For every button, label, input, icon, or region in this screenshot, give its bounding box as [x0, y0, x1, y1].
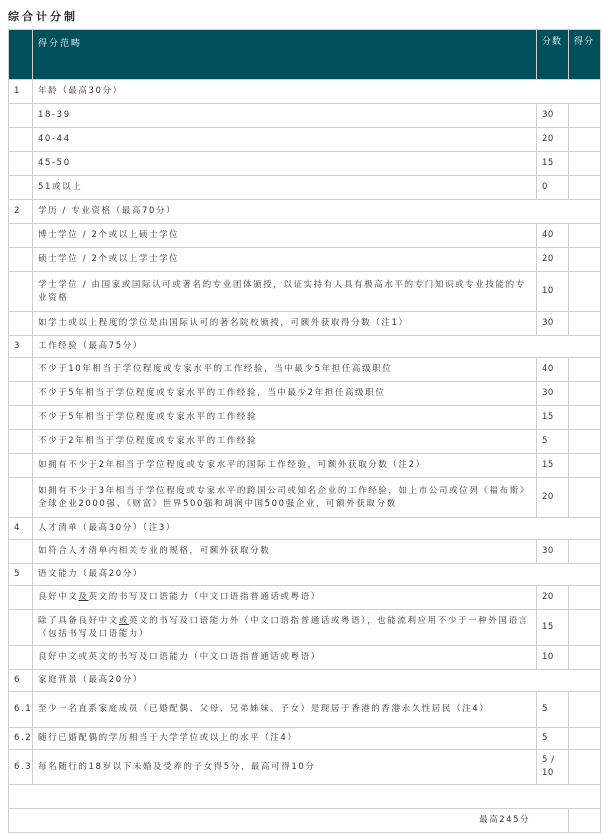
points-value: 15: [537, 406, 569, 430]
criterion-label: 至少一名直系家庭成员（已婚配偶、父母、兄弟姊妹、子女）是现居于香港的香港永久性居民（注4）: [33, 692, 537, 728]
section-number: 6: [9, 670, 33, 692]
points-value: 0: [537, 176, 569, 200]
note-ref: （注4）: [260, 733, 298, 743]
scoring-table: [8, 29, 601, 833]
points-value: 40: [537, 358, 569, 382]
header-range: 得分范畴: [33, 30, 537, 80]
score-cell[interactable]: [569, 312, 601, 336]
score-cell[interactable]: [569, 358, 601, 382]
score-cell[interactable]: [569, 540, 601, 564]
criterion-label: 硕士学位 / 2个或以上学士学位: [33, 248, 537, 272]
page-title: 综合计分制: [8, 10, 78, 23]
score-cell[interactable]: [569, 128, 601, 152]
criterion-label: 45-50: [33, 152, 537, 176]
points-value: 20: [537, 248, 569, 272]
score-cell[interactable]: [569, 382, 601, 406]
note-ref: （注3）: [142, 523, 176, 533]
table-row: [9, 312, 601, 336]
section-row: [9, 518, 601, 540]
points-value: 30: [537, 104, 569, 128]
header-points: 分数: [537, 30, 569, 80]
points-value: 20: [537, 586, 569, 610]
table-row: [9, 478, 601, 518]
table-row: [9, 692, 601, 728]
section-number: 2: [9, 200, 33, 224]
header-score: 得分: [569, 30, 601, 80]
criterion-label: 如学士或以上程度的学位是由国际认可的著名院校颁授，可额外获取得分数（注1）: [33, 312, 537, 336]
section-title: 学历 / 专业资格（最高70分）: [33, 200, 601, 224]
points-value: 30: [537, 382, 569, 406]
points-value: 10: [537, 646, 569, 670]
table-row: [9, 104, 601, 128]
score-cell[interactable]: [569, 478, 601, 518]
points-value: 20: [537, 128, 569, 152]
section-title: 人才清单（最高30分）（注3）: [33, 518, 601, 540]
table-row: [9, 358, 601, 382]
score-cell[interactable]: [569, 224, 601, 248]
criterion-label: 除了具备良好中文或英文的书写及口语能力外（中文口语指普通话或粤语），也能流利应用不少于一种外国语言（包括书写及口语能力）: [33, 610, 537, 646]
criterion-label: 如符合人才清单内相关专业的规格，可额外获取分数: [33, 540, 537, 564]
table-row: [9, 152, 601, 176]
points-value: 5: [537, 430, 569, 454]
table-row: [9, 176, 601, 200]
row-number: 6.3: [9, 750, 33, 785]
table-row: [9, 646, 601, 670]
section-title: 语文能力（最高20分）: [33, 564, 601, 586]
points-value: 20: [537, 478, 569, 518]
note-ref: （注1）: [371, 318, 409, 328]
table-row: [9, 728, 601, 750]
score-cell[interactable]: [569, 646, 601, 670]
criterion-label: 40-44: [33, 128, 537, 152]
section-row: [9, 336, 601, 358]
score-cell[interactable]: [569, 248, 601, 272]
blank-row: [9, 785, 601, 809]
section-title: 年龄（最高30分）: [33, 80, 601, 104]
row-number: 6.1: [9, 692, 33, 728]
section-row: [9, 200, 601, 224]
score-cell[interactable]: [569, 406, 601, 430]
table-row: [9, 430, 601, 454]
criterion-label: 不少于2年相当于学位程度或专家水平的工作经验: [33, 430, 537, 454]
points-value: 15: [537, 610, 569, 646]
criterion-label: 如拥有不少于3年相当于学位程度或专家水平的跨国公司或知名企业的工作经验，如上市公司或位列《福布斯》全球企业2000强、《财富》世界500强和胡润中国500强企业，可额外获取分数: [33, 478, 537, 518]
criterion-label: 如拥有不少于2年相当于学位程度或专家水平的国际工作经验，可额外获取分数（注2）: [33, 454, 537, 478]
section-row: [9, 564, 601, 586]
note-ref: （注4）: [452, 704, 490, 714]
table-row: [9, 750, 601, 785]
score-cell[interactable]: [569, 104, 601, 128]
criterion-label: 博士学位 / 2个或以上硕士学位: [33, 224, 537, 248]
score-cell[interactable]: [569, 152, 601, 176]
criterion-label: 随行已婚配偶的学历相当于大学学位或以上的水平（注4）: [33, 728, 537, 750]
score-cell[interactable]: [569, 454, 601, 478]
criterion-label: 每名随行的18岁以下未婚及受养的子女得5分，最高可得10分: [33, 750, 537, 785]
table-row: [9, 540, 601, 564]
criterion-label: 良好中文或英文的书写及口语能力（中文口语指普通话或粤语）: [33, 646, 537, 670]
header-index: [9, 30, 33, 80]
criterion-label: 良好中文及英文的书写及口语能力（中文口语指普通话或粤语）: [33, 586, 537, 610]
table-row: [9, 586, 601, 610]
total-score-cell[interactable]: [569, 809, 601, 833]
criterion-label: 不少于5年相当于学位程度或专家水平的工作经验，当中最少2年担任高级职位: [33, 382, 537, 406]
section-number: 1: [9, 80, 33, 104]
table-row: [9, 224, 601, 248]
section-title: 工作经验（最高75分）: [33, 336, 601, 358]
table-row: [9, 454, 601, 478]
score-cell[interactable]: [569, 728, 601, 750]
score-cell[interactable]: [569, 586, 601, 610]
table-row: [9, 382, 601, 406]
criterion-label: 18-39: [33, 104, 537, 128]
table-row: [9, 272, 601, 312]
points-value: 5: [537, 692, 569, 728]
points-value: 10: [537, 272, 569, 312]
points-value: 30: [537, 312, 569, 336]
section-title: 家庭背景（最高20分）: [33, 670, 601, 692]
score-cell[interactable]: [569, 750, 601, 785]
points-value: 5 / 10: [537, 750, 569, 785]
criterion-label: 学士学位 / 由国家或国际认可或著名的专业团体颁授，以证实持有人具有极高水平的专门知识或专业技能的专业资格: [33, 272, 537, 312]
table-row: [9, 610, 601, 646]
section-number: 5: [9, 564, 33, 586]
score-cell[interactable]: [569, 610, 601, 646]
table-row: [9, 128, 601, 152]
criterion-label: 不少于10年相当于学位程度或专家水平的工作经验，当中最少5年担任高级职位: [33, 358, 537, 382]
criterion-label: 不少于5年相当于学位程度或专家水平的工作经验: [33, 406, 537, 430]
score-cell[interactable]: [569, 692, 601, 728]
total-label: 最高245分: [9, 809, 569, 833]
table-row: [9, 248, 601, 272]
total-row: [9, 809, 601, 833]
points-value: 30: [537, 540, 569, 564]
table-header: [9, 30, 601, 80]
score-cell[interactable]: [569, 176, 601, 200]
section-number: 4: [9, 518, 33, 540]
section-row: [9, 80, 601, 104]
score-cell[interactable]: [569, 430, 601, 454]
row-number: 6.2: [9, 728, 33, 750]
points-value: 5: [537, 728, 569, 750]
table-row: [9, 406, 601, 430]
note-ref: （注2）: [388, 460, 426, 470]
section-row: [9, 670, 601, 692]
points-value: 40: [537, 224, 569, 248]
criterion-label: 51或以上: [33, 176, 537, 200]
score-cell[interactable]: [569, 272, 601, 312]
section-number: 3: [9, 336, 33, 358]
points-value: 15: [537, 152, 569, 176]
points-value: 15: [537, 454, 569, 478]
